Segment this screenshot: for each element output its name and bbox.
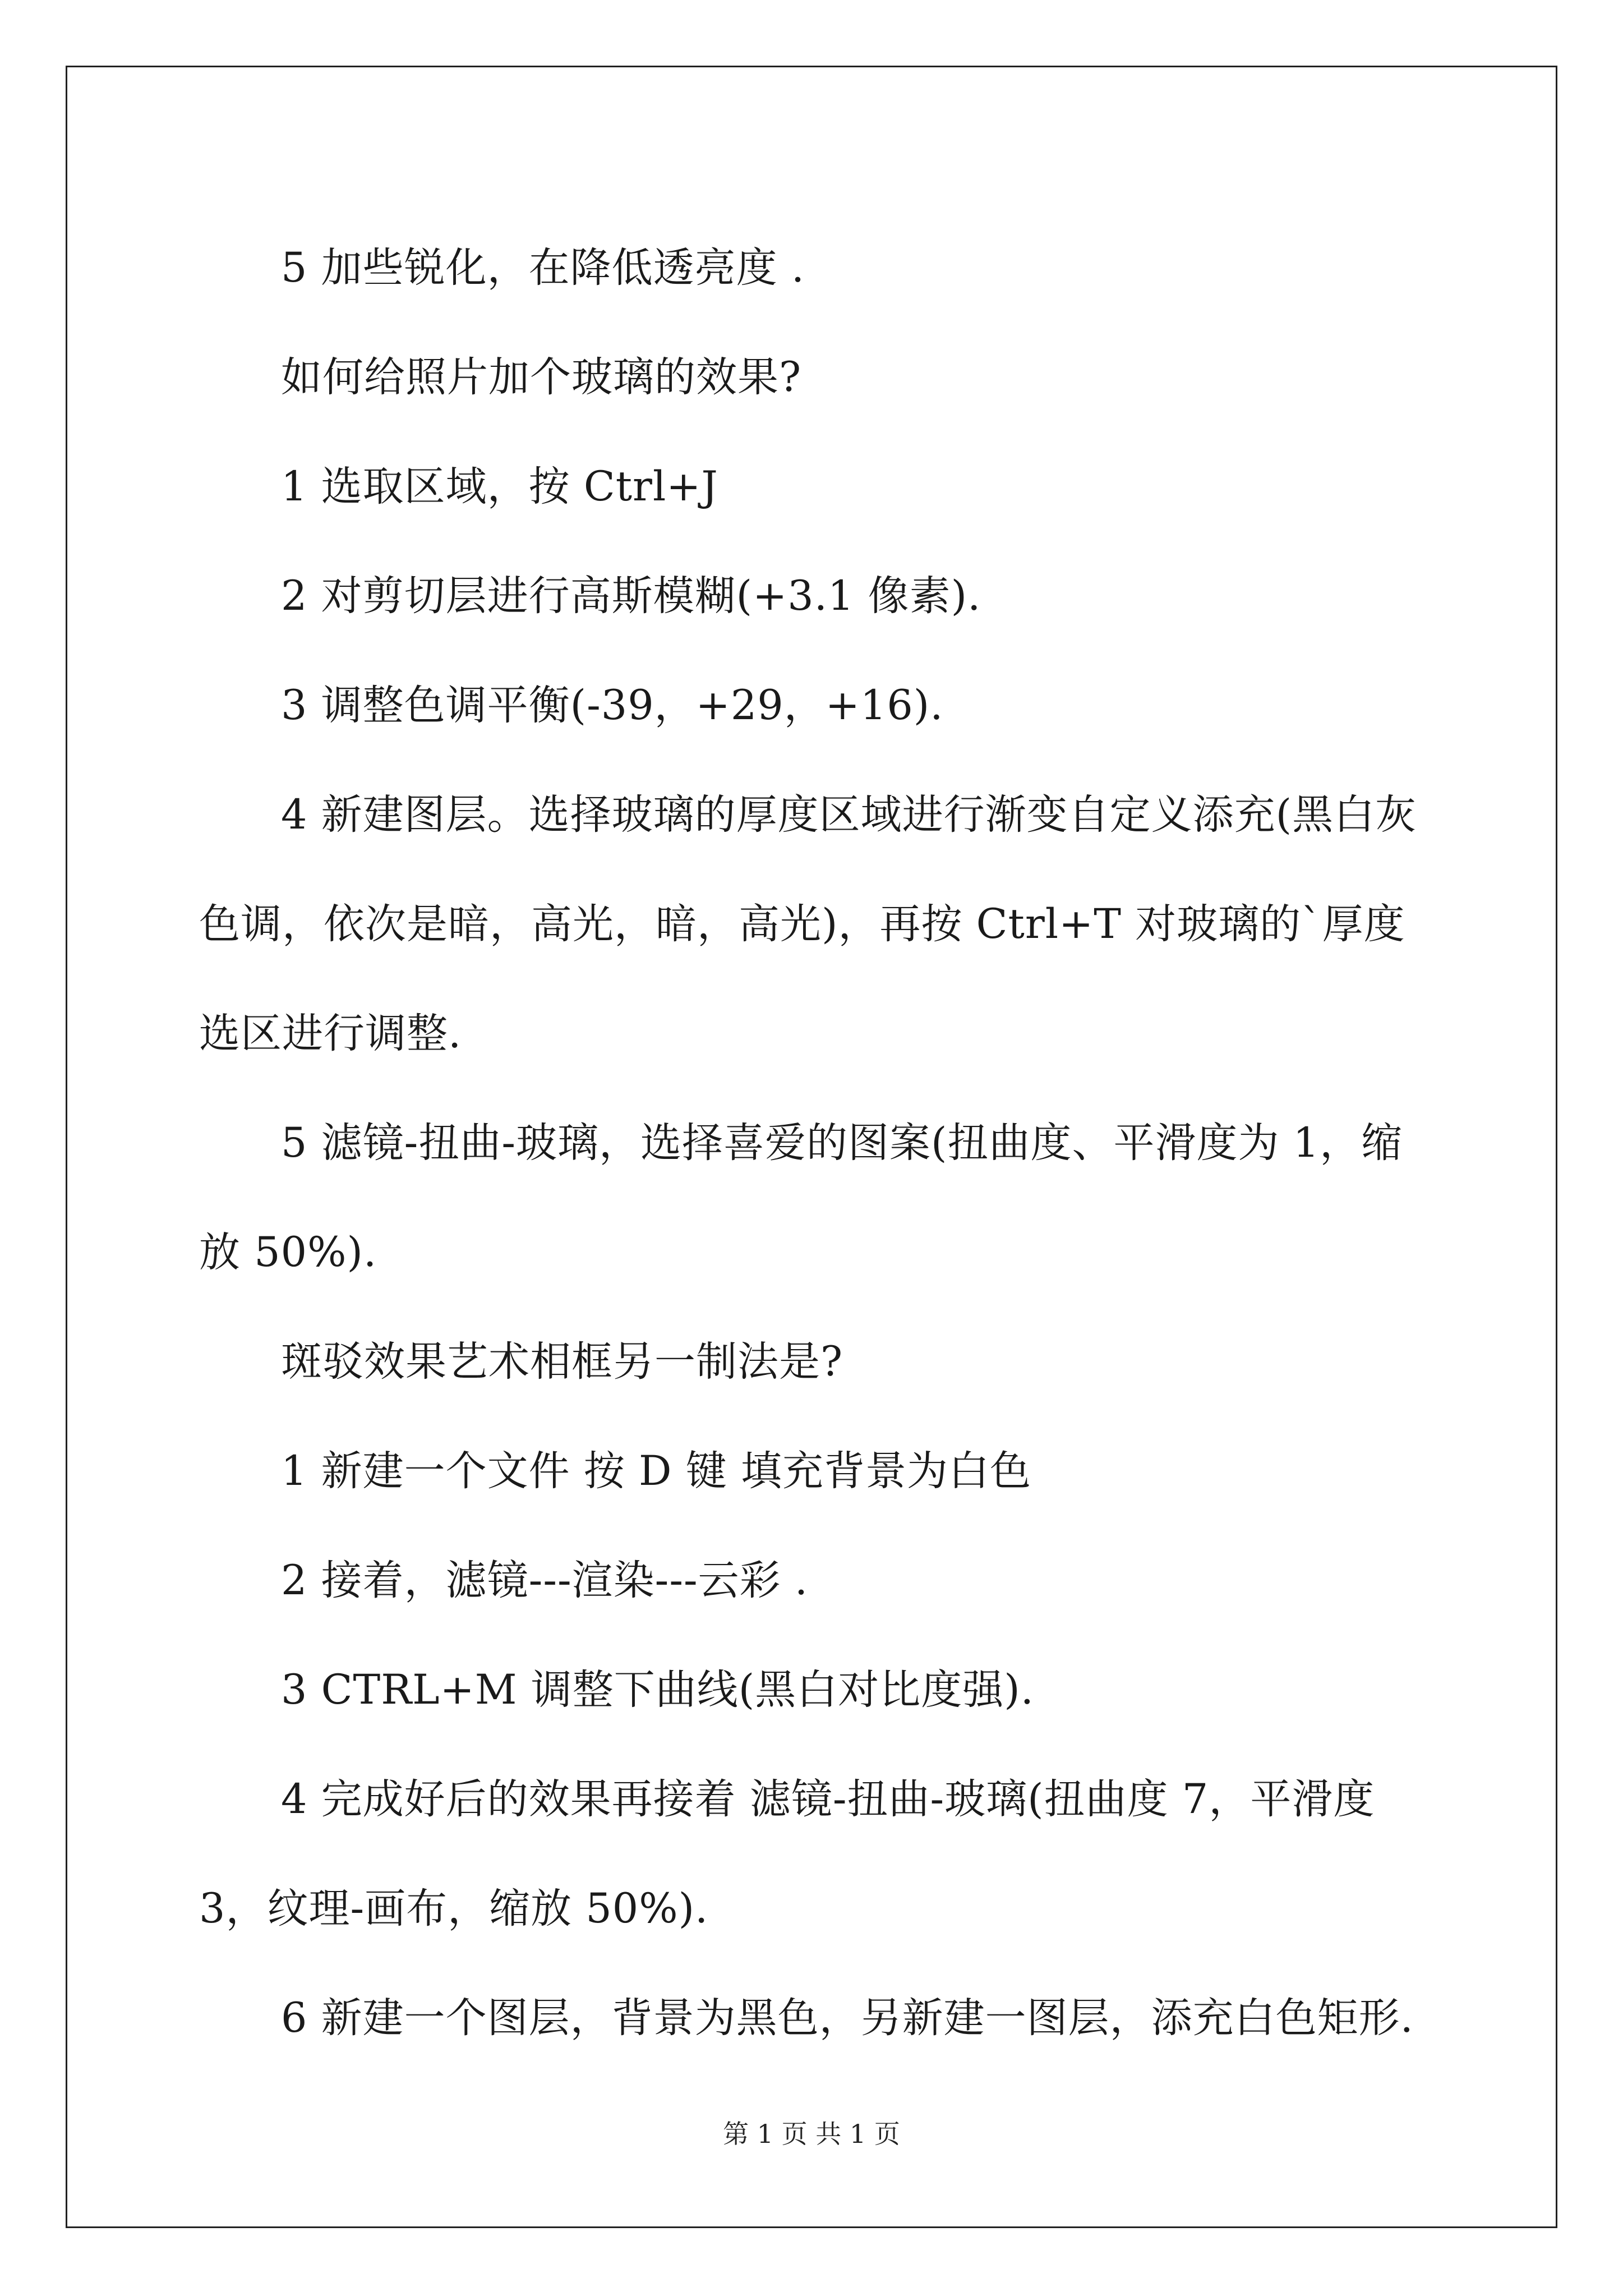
paragraph-6: 4 新建图层。选择玻璃的厚度区域进行渐变自定义添充(黑白灰色调，依次是暗，高光，暗，高光)，再按 Ctrl+T 对玻璃的`厚度选区进行调整.	[199, 791, 1417, 1057]
document-body	[199, 213, 1436, 2073]
paragraph-2: 如何给照片加个玻璃的效果?	[281, 353, 802, 401]
paragraph-8: 斑驳效果艺术相框另一制法是?	[281, 1338, 843, 1386]
paragraph-12: 4 完成好后的效果再接着 滤镜-扭曲-玻璃(扭曲度 7，平滑度 3，纹理-画布，缩放 50%).	[199, 1775, 1375, 1932]
paragraph-11: 3 CTRL+M 调整下曲线(黑白对比度强).	[281, 1666, 1034, 1714]
paragraph-10: 2 接着，滤镜---渲染---云彩 .	[281, 1557, 809, 1604]
page-footer: 第 1 页 共 1 页	[723, 2119, 900, 2149]
paragraph-4: 2 对剪切层进行高斯模糊(+3.1 像素).	[281, 572, 981, 620]
paragraph-13: 6 新建一个图层，背景为黑色，另新建一图层，添充白色矩形.	[281, 1994, 1414, 2042]
paragraph-1: 5 加些锐化，在降低透亮度 .	[281, 244, 805, 292]
paragraph-9: 1 新建一个文件 按 D 键 填充背景为白色	[281, 1447, 1031, 1495]
paragraph-5: 3 调整色调平衡(-39，+29，+16).	[281, 682, 944, 729]
paragraph-3: 1 选取区域，按 Ctrl+J	[281, 463, 718, 510]
paragraph-7: 5 滤镜-扭曲-玻璃，选择喜爱的图案(扭曲度、平滑度为 1，缩放 50%).	[199, 1119, 1403, 1276]
